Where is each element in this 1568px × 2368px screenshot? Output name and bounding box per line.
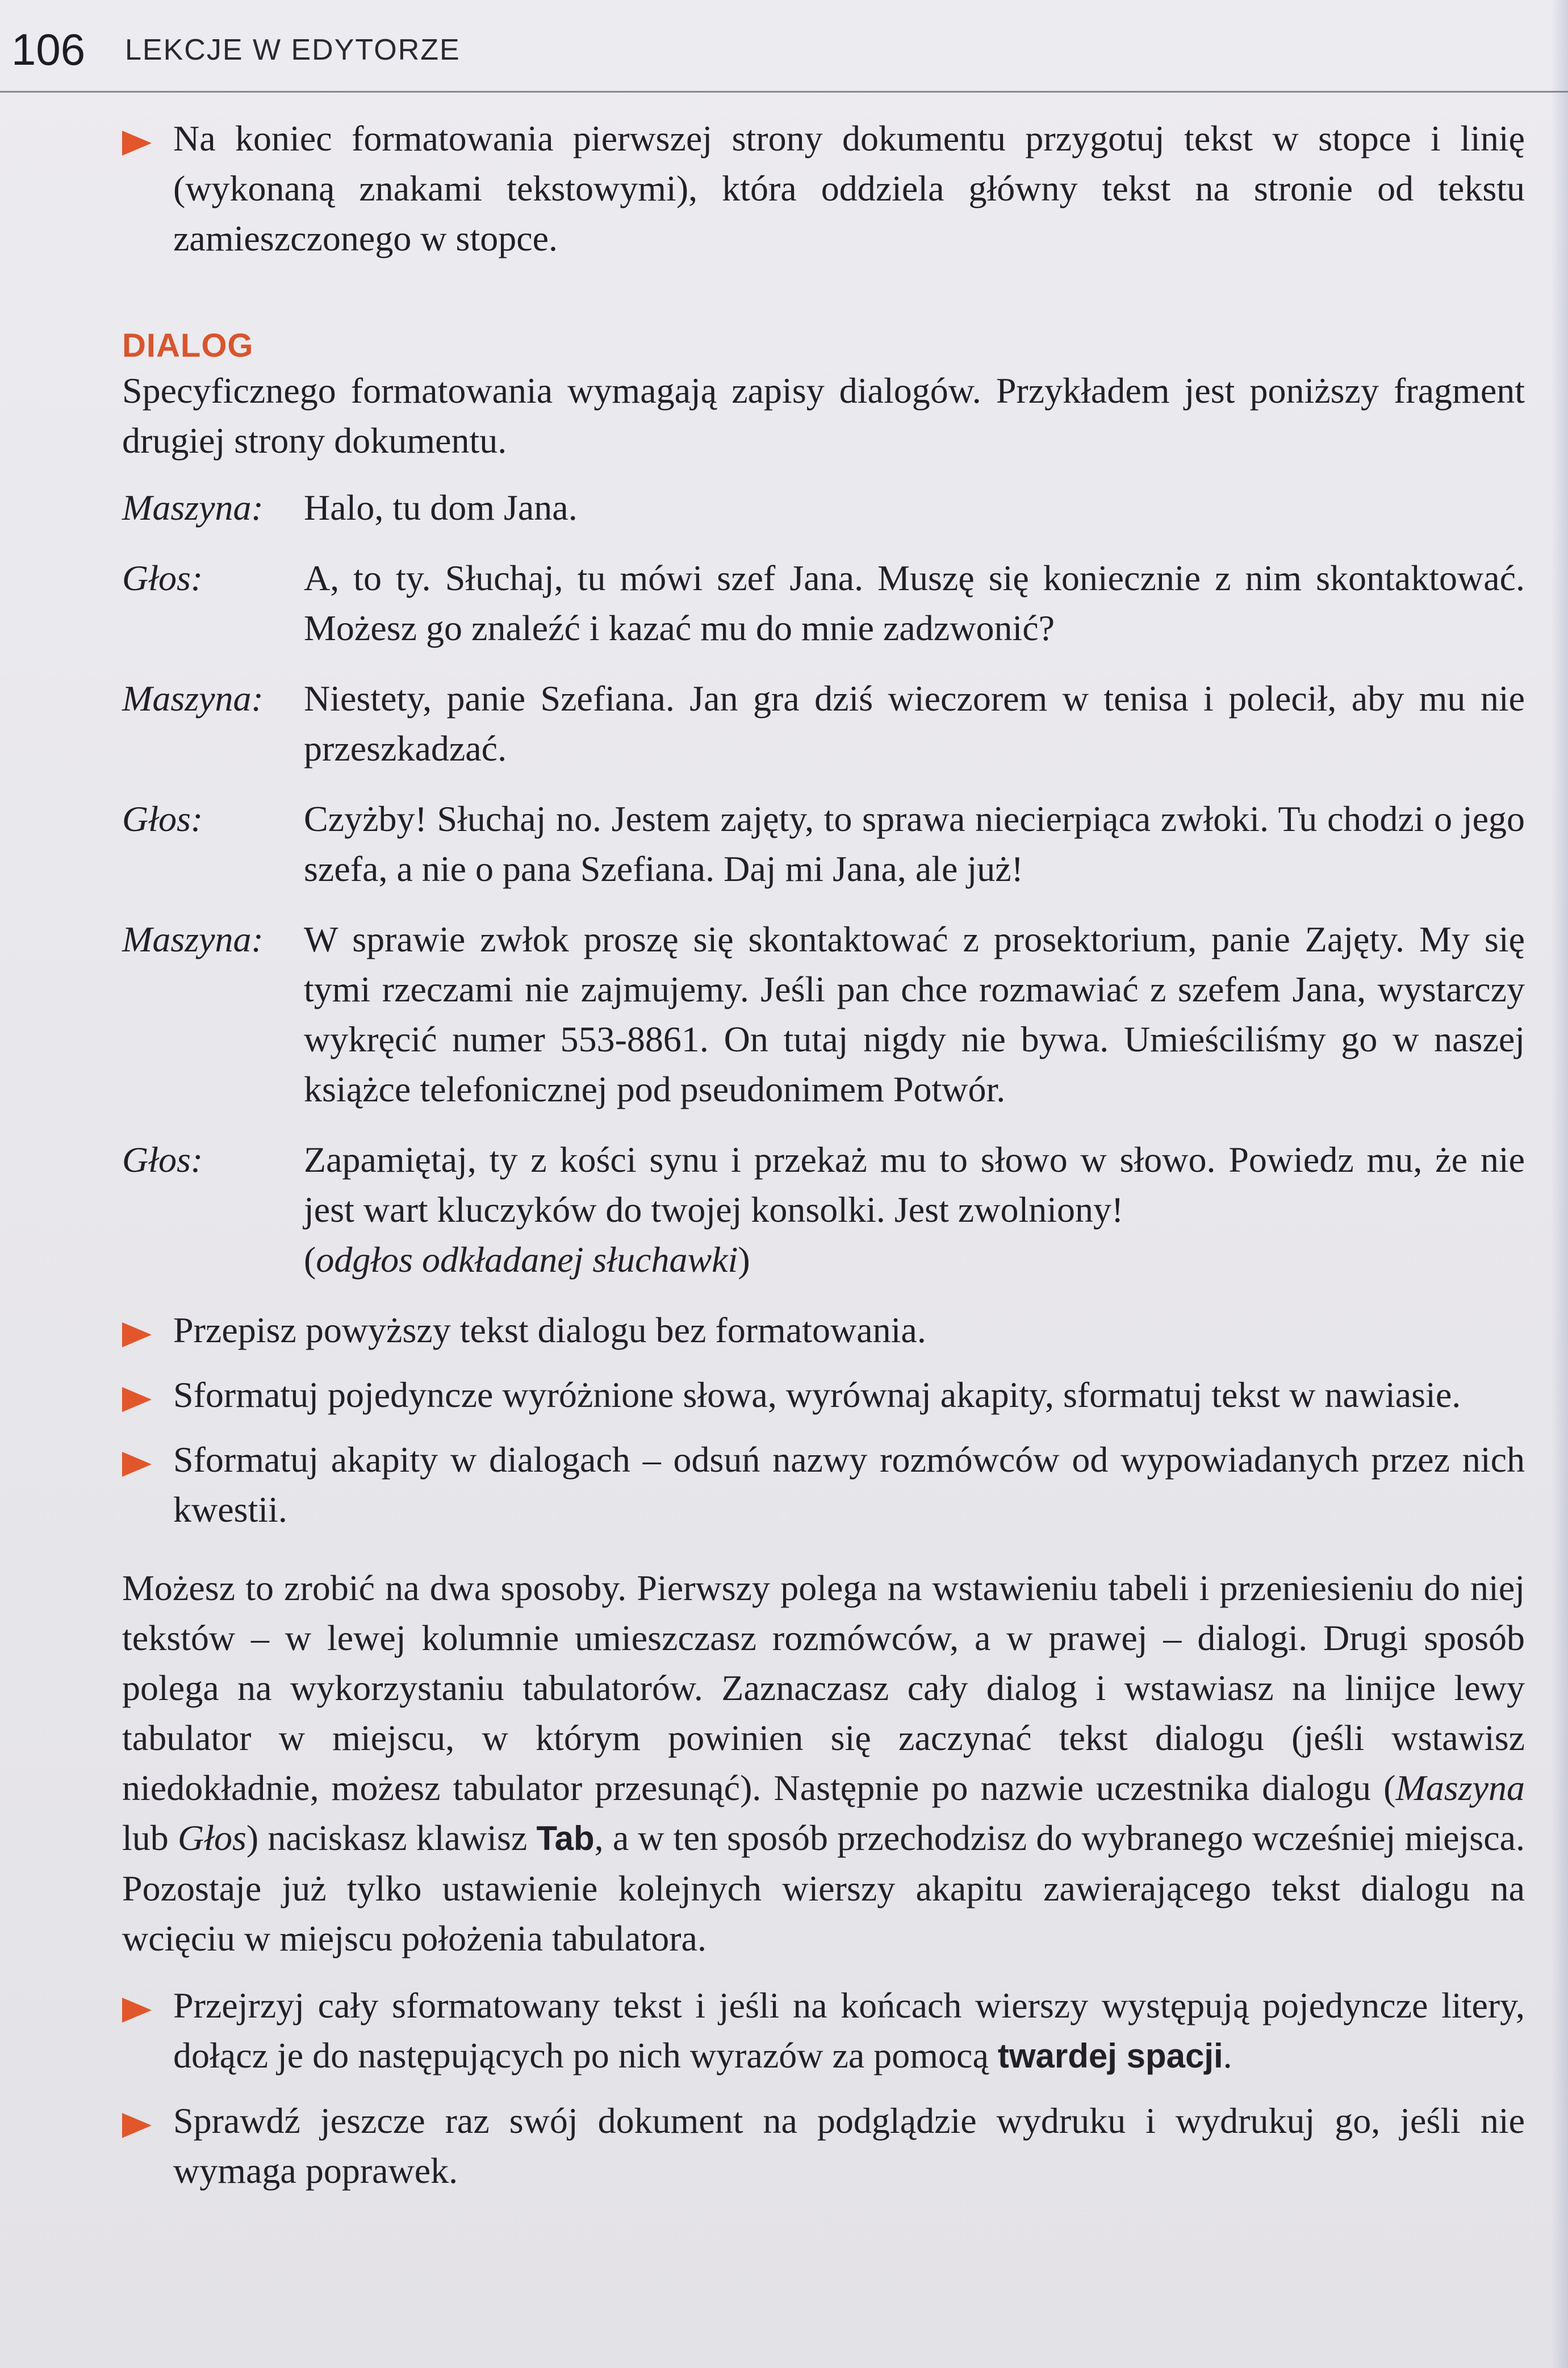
dialog-row <box>122 553 1525 653</box>
key-name: Tab <box>536 1819 595 1857</box>
explanation-text: , a w ten sposób przechodzisz do wybranego wcześniej miejsca. Pozostaje już tylko ustawienie kolejnych wierszy akapitu zawierającego tekst dialogu na wcięciu w miejscu położenia tabulatora. <box>122 1818 1525 1958</box>
page-content <box>122 114 1525 2211</box>
task-text: Sformatuj akapity w dialogach – odsuń nazwy rozmówców od wypowiadanych przez nich kwestii. <box>173 1439 1525 1530</box>
dialog-row <box>122 674 1525 774</box>
task-text: Przejrzyj cały sformatowany tekst i jeśli na końcach wierszy występują pojedyncze litery, dołącz je do następujących po nich wyrazów za pomocą <box>173 1985 1525 2075</box>
dialog-line: Halo, tu dom Jana. <box>304 487 578 528</box>
dialog-row <box>122 1135 1525 1285</box>
paren-close: ) <box>738 1239 750 1280</box>
stage-direction <box>304 1239 750 1280</box>
explanation-text: ) naciskasz klawisz <box>246 1818 537 1858</box>
dialog-speaker: Głos: <box>122 1139 203 1180</box>
dialog-line-text: Zapamiętaj, ty z kości synu i przekaż mu to słowo w słowo. Powiedz mu, że nie jest wart kluczyków do twojej konsolki. Jest zwolniony! <box>304 1139 1525 1230</box>
dialog-line: A, to ty. Słuchaj, tu mówi szef Jana. Muszę się koniecznie z nim skontaktować. Możesz go znaleźć i kazać mu do mnie zadzwonić? <box>304 558 1525 648</box>
explanation-paragraph <box>122 1563 1525 1964</box>
dialog-speaker: Głos: <box>122 799 203 839</box>
task-text-end: . <box>1223 2035 1232 2075</box>
dialog-speaker: Głos: <box>122 558 203 598</box>
dialog-speaker: Maszyna: <box>122 919 264 959</box>
italic-term: Głos <box>177 1818 246 1858</box>
arrow-bullet-icon <box>122 1322 152 1347</box>
section-intro: Specyficznego formatowania wymagają zapisy dialogów. Przykładem jest poniższy fragment drugiej strony dokumentu. <box>122 370 1525 461</box>
dialog-row <box>122 794 1525 894</box>
italic-term: Maszyna <box>1395 1768 1525 1808</box>
dialog-block <box>122 483 1525 1285</box>
task-bullet-footer <box>122 114 1525 264</box>
dialog-speaker: Maszyna: <box>122 678 264 719</box>
page-edge-shadow <box>1551 0 1568 2368</box>
dialog-line: W sprawie zwłok proszę się skontaktować z prosektorium, panie Zajęty. My się tymi rzeczami nie zajmujemy. Jeśli pan chce rozmawiać z szefem Jana, wystarczy wykręcić numer 553-8861. On tutaj nigdy nie bywa. Umieściliśmy go w naszej książce telefonicznej pod pseudonimem Potwór. <box>304 919 1525 1109</box>
task-bullet <box>122 1435 1525 1535</box>
dialog-row <box>122 483 1525 533</box>
bold-term: twardej spacji <box>997 2037 1223 2075</box>
arrow-bullet-icon <box>122 1452 152 1477</box>
dialog-line: Niestety, panie Szefiana. Jan gra dziś wieczorem w tenisa i polecił, aby mu nie przeszkadzać. <box>304 678 1525 769</box>
task-bullet <box>122 1370 1525 1420</box>
arrow-bullet-icon <box>122 131 152 156</box>
task-text: Sprawdź jeszcze raz swój dokument na podglądzie wydruku i wydrukuj go, jeśli nie wymaga poprawek. <box>173 2100 1525 2191</box>
task-bullet <box>122 2096 1525 2196</box>
task-text: Na koniec formatowania pierwszej strony dokumentu przygotuj tekst w stopce i linię (wykonaną znakami tekstowymi), która oddziela główny tekst na stronie od tekstu zamieszczonego w stopce. <box>173 118 1525 258</box>
section-heading: DIALOG <box>122 327 254 364</box>
dialog-line: Czyżby! Słuchaj no. Jestem zajęty, to sprawa niecierpiąca zwłoki. Tu chodzi o jego szefa, a nie o pana Szefiana. Daj mi Jana, ale już! <box>304 799 1525 889</box>
task-bullet <box>122 1981 1525 2081</box>
explanation-text: Możesz to zrobić na dwa sposoby. Pierwszy polega na wstawieniu tabeli i przeniesieniu do niej tekstów – w lewej kolumnie umieszczasz rozmówców, a w prawej – dialogi. Drugi sposób polega na wykorzystaniu tabulatorów. Zaznaczasz cały dialog i wstawiasz na linijce lewy tabulator w miejscu, w którym powinien się zaczynać tekst dialogu (jeśli wstawisz niedokładnie, możesz tabulator przesunąć). Następnie po nazwie uczestnika dialogu ( <box>122 1568 1525 1808</box>
paren-open: ( <box>304 1239 316 1280</box>
page-header <box>0 0 1568 93</box>
task-text: Przepisz powyższy tekst dialogu bez formatowania. <box>173 1310 926 1350</box>
page-number: 106 <box>11 24 86 74</box>
running-head: LEKCJE W EDYTORZE <box>125 34 461 66</box>
explanation-text: lub <box>122 1818 178 1858</box>
task-bullet <box>122 1305 1525 1355</box>
dialog-speaker: Maszyna: <box>122 487 264 528</box>
stage-direction-text: odgłos odkładanej słuchawki <box>316 1239 738 1280</box>
dialog-row <box>122 914 1525 1114</box>
task-text: Sformatuj pojedyncze wyróżnione słowa, wyrównaj akapity, sformatuj tekst w nawiasie. <box>173 1375 1461 1415</box>
arrow-bullet-icon <box>122 2113 152 2138</box>
arrow-bullet-icon <box>122 1998 152 2023</box>
dialog-line <box>304 1135 1525 1285</box>
arrow-bullet-icon <box>122 1387 152 1412</box>
